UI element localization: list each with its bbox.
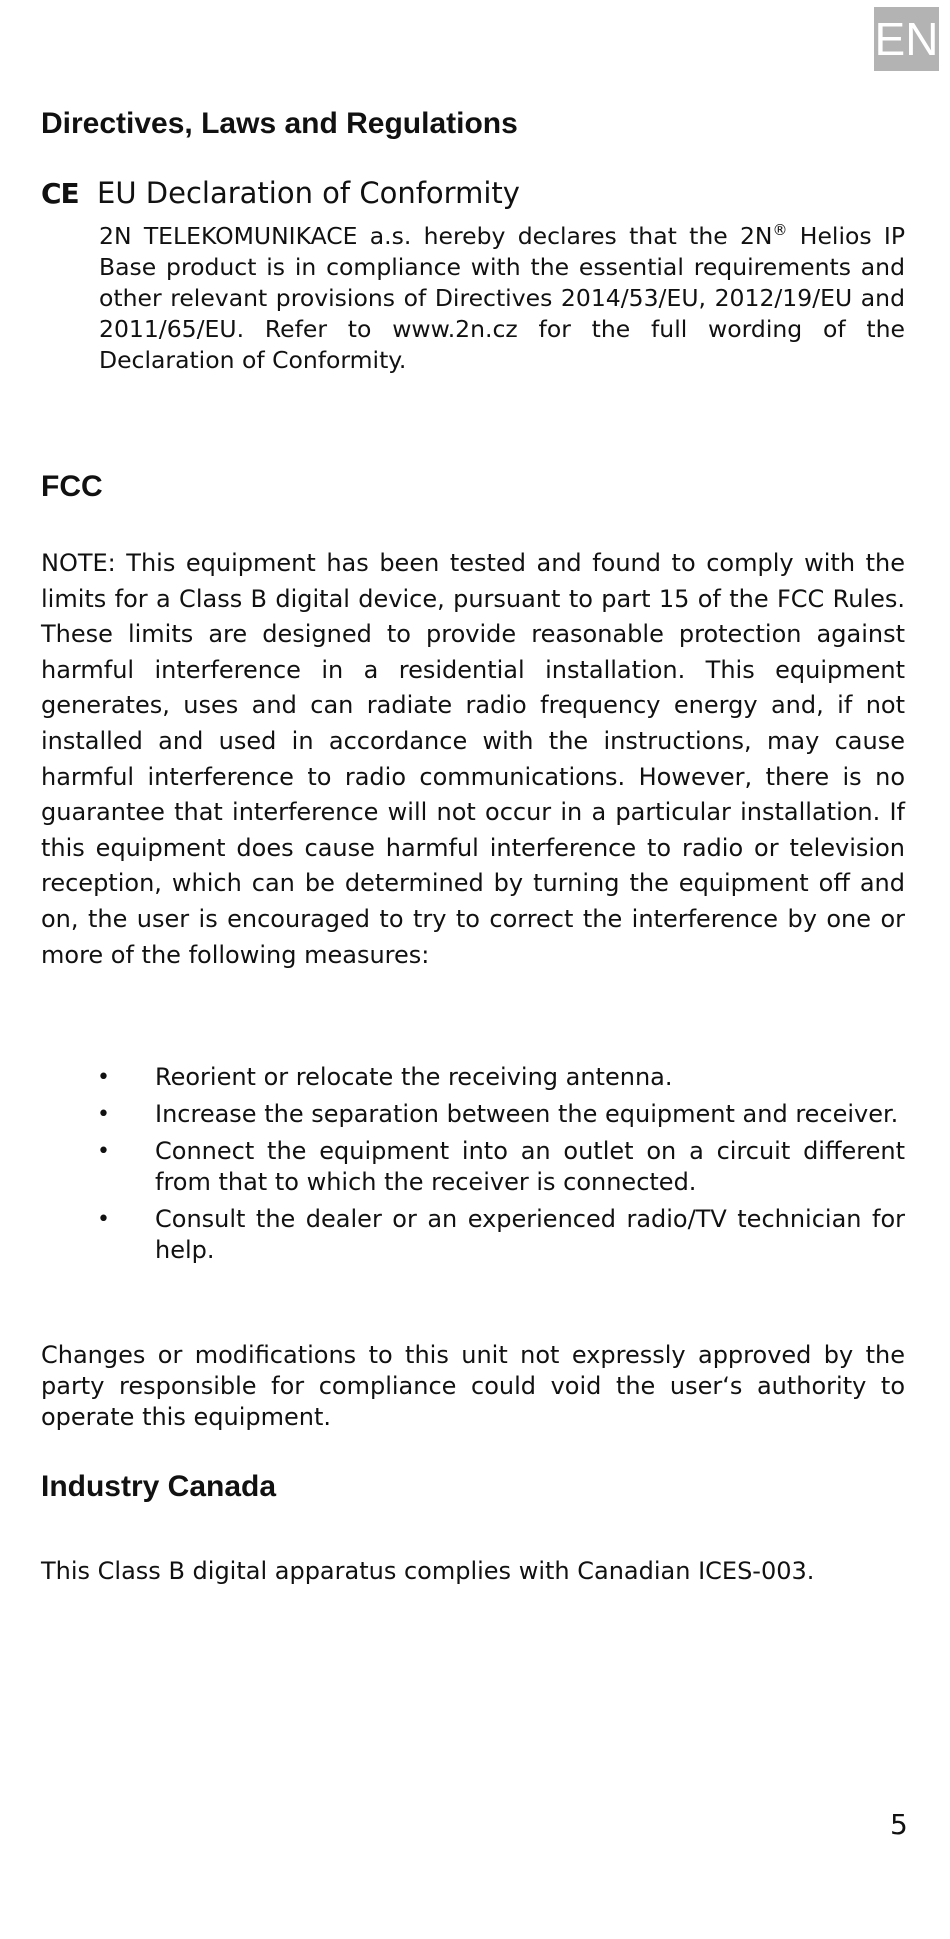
eu-declaration-title: EU Declaration of Conformity: [97, 176, 520, 210]
eu-declaration-body: [99, 215, 905, 376]
language-badge: EN: [874, 7, 939, 71]
fcc-measures-list: [97, 1062, 905, 1272]
measure-text: Connect the equipment into an outlet on a circuit different from that to which the receiver is connected.: [155, 1137, 905, 1196]
industry-canada-text: This Class B digital apparatus complies with Canadian ICES-003.: [41, 1557, 815, 1585]
bullet-icon: •: [97, 1102, 110, 1127]
fcc-heading: FCC: [41, 470, 103, 503]
eu-body-part2: Helios IP Base product is in compliance with the essential requirements and other relevant provisions of Directives 2014/53/EU, 2012/19/EU and 2011/65/EU. Refer to www.2n.cz for the full wording of the Declaration of Conformity.: [99, 221, 905, 374]
list-item: [97, 1136, 905, 1198]
measure-text: Reorient or relocate the receiving antenna.: [155, 1063, 673, 1091]
fcc-note: NOTE: This equipment has been tested and found to comply with the limits for a Class B digital device, pursuant to part 15 of the FCC Rules. These limits are designed to provide reasonable protection against harmful interference in a residential installation. This equipment generates, uses and can radiate radio frequency energy and, if not installed and used in accordance with the instructions, may cause harmful interference to radio communications. However, there is no guarantee that interference will not occur in a particular installation. If this equipment does cause harmful interference to radio or television reception, which can be determined by turning the equipment off and on, the user is encouraged to try to correct the interference by one or more of the following measures:: [41, 549, 905, 969]
eu-declaration-header: [41, 176, 520, 210]
industry-canada-heading: Industry Canada: [41, 1470, 277, 1503]
bullet-icon: •: [97, 1065, 110, 1090]
page-heading: Directives, Laws and Regulations: [41, 107, 518, 140]
list-item: [97, 1099, 905, 1130]
bullet-icon: •: [97, 1139, 110, 1164]
eu-body-part1: 2N TELEKOMUNIKACE a.s. hereby declares that the 2N: [99, 221, 773, 250]
list-item: [97, 1204, 905, 1266]
page-number: 5: [890, 1808, 908, 1841]
measure-text: Consult the dealer or an experienced radio/TV technician for help.: [155, 1205, 905, 1264]
registered-mark: ®: [772, 221, 788, 239]
ce-mark-icon: CE: [41, 177, 79, 210]
measure-text: Increase the separation between the equipment and receiver.: [155, 1100, 899, 1128]
list-item: [97, 1062, 905, 1093]
fcc-changes-notice: Changes or modifications to this unit not expressly approved by the party responsible for compliance could void the user‘s authority to operate this equipment.: [41, 1341, 905, 1431]
bullet-icon: •: [97, 1207, 110, 1232]
